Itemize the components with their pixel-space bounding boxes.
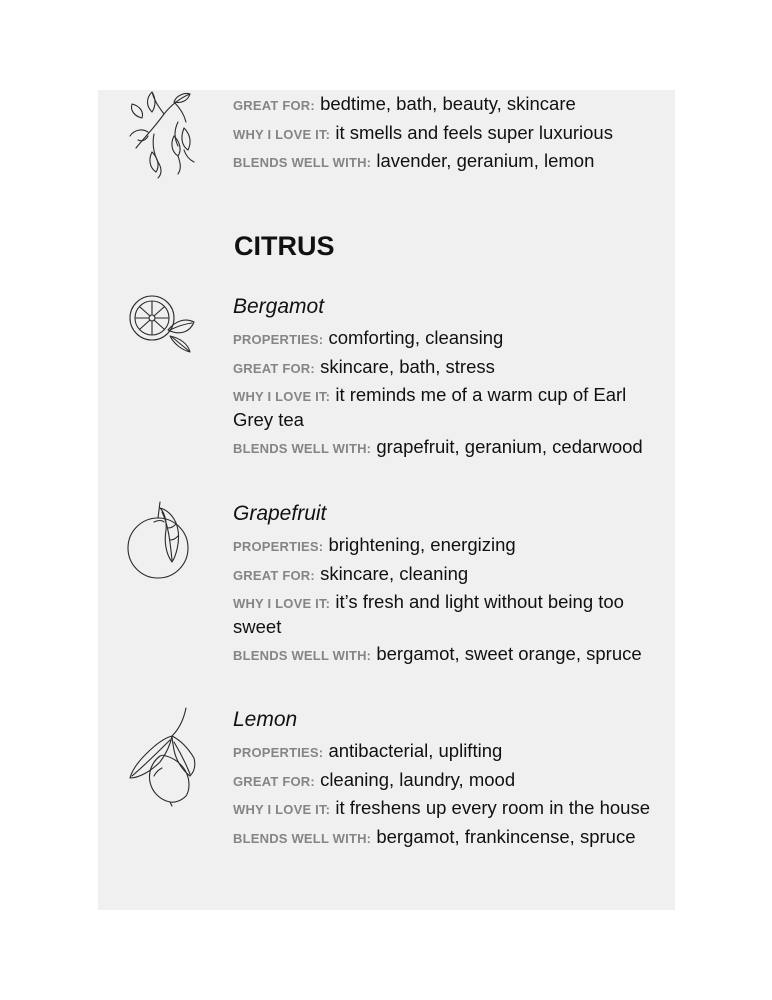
properties-line: PROPERTIES: antibacterial, uplifting (233, 740, 503, 761)
blends-line: BLENDS WELL WITH: lavender, geranium, lemon (233, 150, 595, 171)
oil-name: Bergamot (233, 295, 325, 318)
blends-line: BLENDS WELL WITH: bergamot, frankincense, spruce (233, 825, 636, 847)
lemon-icon (124, 706, 204, 808)
flower-sprig-icon (124, 88, 204, 180)
blends-line: BLENDS WELL WITH: grapefruit, geranium, cedarwood (233, 435, 643, 457)
oil-name: Grapefruit (233, 502, 327, 525)
why-line: WHY I LOVE IT: it smells and feels super luxurious (233, 121, 613, 143)
why-line: WHY I LOVE IT: it’s fresh and light without being too sweet (233, 591, 624, 637)
great-for-line: GREAT FOR: bedtime, bath, beauty, skincare (233, 93, 576, 114)
great-for-line: GREAT FOR: cleaning, laundry, mood (233, 768, 516, 790)
oil-entry-lemon (233, 707, 653, 853)
bergamot-slice-icon (124, 290, 200, 356)
oil-entry-bergamot (233, 294, 653, 463)
top-entry (233, 92, 653, 178)
oil-name: Lemon (233, 708, 298, 731)
great-for-line: GREAT FOR: skincare, bath, stress (233, 355, 495, 377)
why-line: WHY I LOVE IT: it freshens up every room in the house (233, 797, 650, 818)
grapefruit-icon (124, 498, 200, 582)
properties-line: PROPERTIES: brightening, energizing (233, 534, 516, 555)
section-title: CITRUS (234, 231, 335, 261)
great-for-line: GREAT FOR: skincare, cleaning (233, 562, 469, 584)
properties-line: PROPERTIES: comforting, cleansing (233, 327, 504, 348)
why-line: WHY I LOVE IT: it reminds me of a warm cup of Earl Grey tea (233, 384, 627, 430)
oil-entry-grapefruit (233, 501, 653, 670)
blends-line: BLENDS WELL WITH: bergamot, sweet orange, spruce (233, 642, 642, 664)
